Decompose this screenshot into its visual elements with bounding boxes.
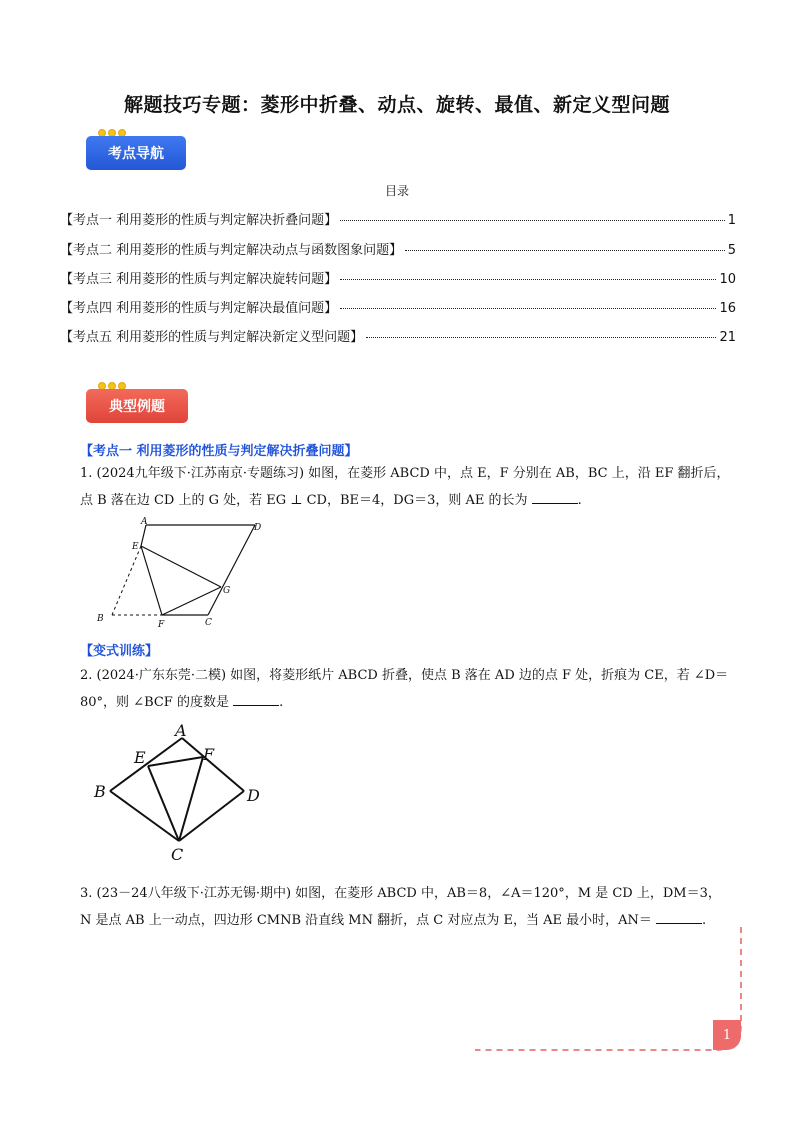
segment-ef — [148, 757, 203, 766]
nav-badge: 考点导航 — [86, 136, 186, 170]
figure-2-rhombus-diagram — [90, 720, 270, 865]
label-f: F — [158, 620, 165, 630]
toc-leader — [340, 308, 716, 309]
problem-2-text: 80°，则 ∠BCF 的度数是 — [80, 695, 229, 710]
label-e: E — [134, 748, 146, 767]
toc-entry[interactable] — [60, 239, 736, 258]
section-heading: 【考点一 利用菱形的性质与判定解决折叠问题】 — [80, 444, 358, 459]
toc-leader — [366, 337, 716, 338]
toc-entry[interactable] — [60, 297, 736, 316]
problem-2-end: . — [279, 695, 284, 710]
segment-fc — [179, 757, 203, 841]
problem-1-line-1: 1. (2024九年级下·江苏南京·专题练习) 如图，在菱形 ABCD 中，点 E，F 分别在 AB，BC 上，沿 EF 翻折后， — [80, 466, 730, 481]
variant-heading: 【变式训练】 — [80, 644, 159, 659]
toc-entry-page: 5 — [727, 243, 736, 258]
toc-entry-page: 1 — [727, 213, 736, 228]
toc-entry-label: 【考点五 利用菱形的性质与判定解决新定义型问题】 — [60, 330, 364, 345]
toc-entry[interactable] — [60, 326, 736, 345]
segment-eg — [141, 546, 221, 587]
toc-entry-label: 【考点四 利用菱形的性质与判定解决最值问题】 — [60, 301, 338, 316]
toc-entry-label: 【考点三 利用菱形的性质与判定解决旋转问题】 — [60, 272, 338, 287]
segment-ef — [141, 546, 162, 615]
problem-1 — [80, 460, 740, 514]
segment-dc — [179, 791, 244, 841]
segment-dc — [208, 525, 255, 615]
page-corner-border — [470, 925, 750, 1055]
toc-leader — [340, 279, 716, 280]
problem-1-end: . — [577, 493, 582, 508]
segment-fg — [162, 587, 221, 615]
examples-badge: 典型例题 — [86, 389, 188, 423]
label-e: E — [132, 542, 139, 552]
page-title: 解题技巧专题：菱形中折叠、动点、旋转、最值、新定义型问题 — [123, 94, 670, 116]
problem-2 — [80, 662, 740, 716]
problem-2-line-1: 2. (2024·广东东莞·二模) 如图，将菱形纸片 ABCD 折叠，使点 B 落在 AD 边的点 F 处，折痕为 CE，若 ∠D＝ — [80, 668, 729, 683]
label-c: C — [171, 845, 184, 864]
segment-ae — [141, 525, 146, 546]
toc-entry-page: 16 — [719, 301, 736, 316]
toc-entry[interactable] — [60, 209, 736, 228]
label-g: G — [223, 586, 231, 596]
answer-blank[interactable] — [233, 692, 279, 706]
problem-3-line-1: 3. (23－24八年级下·江苏无锡·期中) 如图，在菱形 ABCD 中，AB＝8，∠A＝120°，M 是 CD 上，DM＝3， — [80, 886, 721, 901]
label-b: B — [94, 782, 106, 801]
label-a: A — [175, 721, 187, 740]
label-d: D — [247, 786, 260, 805]
page-number: 1 — [713, 1020, 741, 1050]
problem-1-text: 点 B 落在边 CD 上的 G 处，若 EG ⊥ CD，BE＝4，DG＝3，则 AE 的长为 — [80, 493, 528, 508]
toc-leader — [405, 250, 725, 251]
answer-blank[interactable] — [656, 910, 702, 924]
toc-leader — [340, 220, 725, 221]
toc-entry-label: 【考点一 利用菱形的性质与判定解决折叠问题】 — [60, 213, 338, 228]
toc-entry-page: 10 — [719, 272, 736, 287]
toc-entry-label: 【考点二 利用菱形的性质与判定解决动点与函数图象问题】 — [60, 243, 403, 258]
problem-3-end: . — [702, 913, 707, 928]
problem-2-line-2 — [80, 689, 740, 716]
segment-ab — [110, 738, 182, 791]
label-c: C — [205, 618, 212, 628]
label-f: F — [203, 745, 215, 764]
label-d: D — [254, 523, 262, 533]
segment-be-dashed — [112, 546, 141, 615]
toc-heading: 目录 — [384, 184, 409, 198]
toc-entry-page: 21 — [719, 330, 736, 345]
label-a: A — [141, 517, 148, 527]
answer-blank[interactable] — [532, 490, 578, 504]
label-b: B — [97, 614, 104, 624]
problem-1-line-2 — [80, 487, 740, 514]
problem-3-text: N 是点 AB 上一动点，四边形 CMNB 沿直线 MN 翻折，点 C 对应点为 E，当 AE 最小时，AN＝ — [80, 913, 652, 928]
toc-entry[interactable] — [60, 268, 736, 287]
figure-1-rhombus-diagram — [90, 515, 280, 630]
